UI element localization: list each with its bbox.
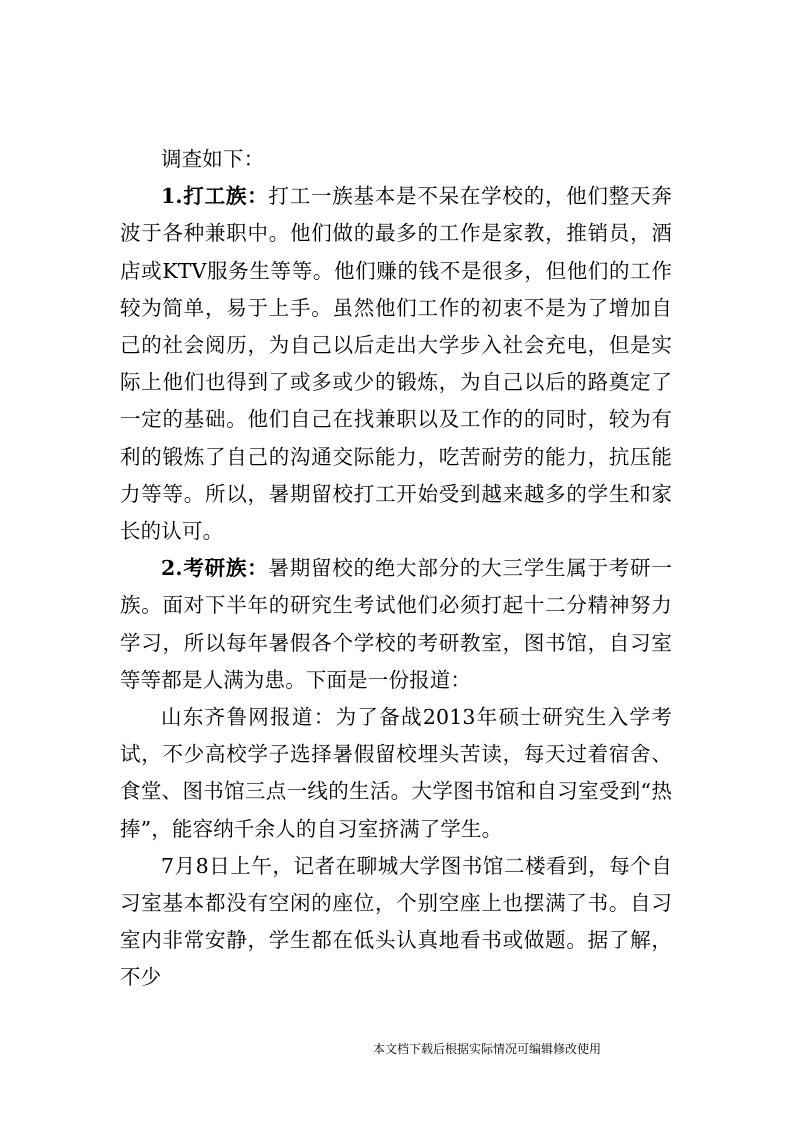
document-body bbox=[120, 141, 672, 997]
paragraph-exam-candidates bbox=[120, 550, 672, 699]
paragraph-heading: 2.考研族： bbox=[161, 556, 269, 581]
paragraph-text: 打工一族基本是不呆在学校的，他们整天奔波于各种兼职中。他们做的最多的工作是家教，推销员，酒店或KTV服务生等等。他们赚的钱不是很多，但他们的工作较为简单，易于上手。虽然他们工作的初衷不是为了增加自己的社会阅历，为自己以后走出大学步入社会充电，但是实际上他们也得到了或多或少的锻炼，为自己以后的路奠定了一定的基础。他们自己在找兼职以及工作的的同时，较为有利的锻炼了自己的沟通交际能力，吃苦耐劳的能力，抗压能力等等。所以，暑期留校打工开始受到越来越多的学生和家长的认可。 bbox=[120, 184, 672, 544]
paragraph-text: 山东齐鲁网报道：为了备战2013年硕士研究生入学考试，不少高校学子选择暑假留校埋头苦读，每天过着宿舍、食堂、图书馆三点一线的生活。大学图书馆和自习室受到“热捧”，能容纳千余人的自习室挤满了学生。 bbox=[120, 705, 672, 841]
paragraph-news-report bbox=[120, 699, 672, 848]
paragraph-text: 7月8日上午，记者在聊城大学图书馆二楼看到，每个自习室基本都没有空闲的座位，个别空座上也摆满了书。自习室内非常安静，学生都在低头认真地看书或做题。据了解，不少 bbox=[120, 853, 672, 990]
paragraph-library-observation bbox=[120, 848, 672, 997]
paragraph-intro bbox=[120, 141, 672, 178]
paragraph-part-time-workers bbox=[120, 178, 672, 550]
paragraph-heading: 1.打工族： bbox=[161, 184, 269, 209]
page-footer-note: 本文档下载后根据实际情况可编辑修改使用 bbox=[372, 1042, 601, 1056]
paragraph-text: 暑期留校的绝大部分的大三学生属于考研一族。面对下半年的研究生考试他们必须打起十二分精神努力学习，所以每年暑假各个学校的考研教室，图书馆，自习室等等都是人满为患。下面是一份报道： bbox=[120, 556, 672, 692]
paragraph-text: 调查如下： bbox=[161, 147, 265, 171]
